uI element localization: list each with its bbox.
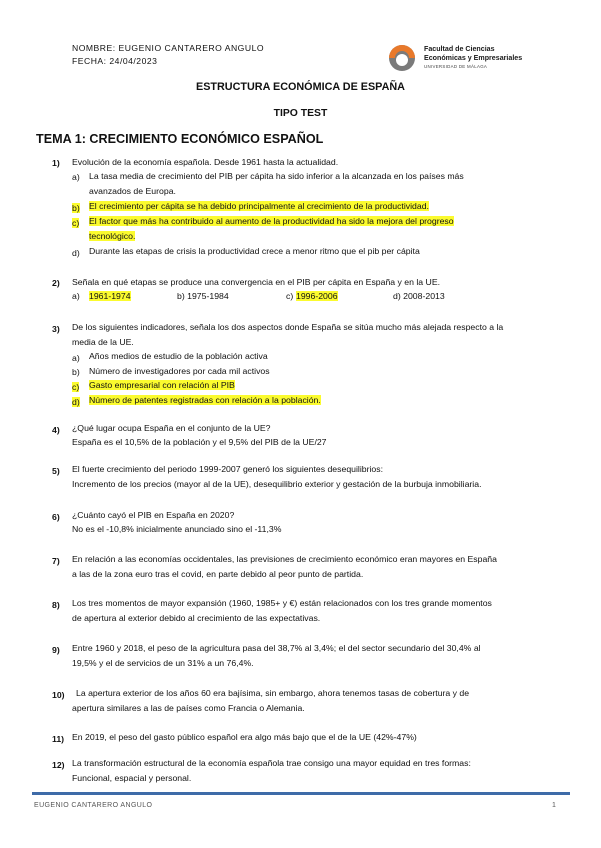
question-number: 6) bbox=[52, 512, 60, 522]
faculty-logo-icon bbox=[383, 43, 421, 73]
option-label: c) bbox=[286, 291, 294, 301]
question-line-1: En relación a las economías occidentales, las previsiones de crecimiento económico eran mayores en España bbox=[72, 554, 497, 564]
question-number: 9) bbox=[52, 645, 60, 655]
option-c-text bbox=[89, 378, 549, 393]
option-c-text bbox=[296, 291, 338, 301]
question-line-2: apertura similares a las de países como Francia o Alemania. bbox=[72, 702, 305, 713]
question-line-2: de apertura al exterior debido al crecimiento de las expectativas. bbox=[72, 612, 321, 623]
logo-university: UNIVERSIDAD DE MÁLAGA bbox=[424, 64, 488, 69]
option-b-text bbox=[89, 199, 549, 214]
question-number: 7) bbox=[52, 556, 60, 566]
faculty-logo bbox=[383, 43, 523, 73]
document-title: ESTRUCTURA ECONÓMICA DE ESPAÑA bbox=[196, 81, 405, 93]
author-name: NOMBRE: EUGENIO CANTARERO ANGULO bbox=[72, 43, 265, 53]
option-label-highlight: b) bbox=[72, 203, 80, 213]
question-line-2: media de la UE. bbox=[72, 336, 134, 347]
question-text: El fuerte crecimiento del periodo 1999-2007 generó los siguientes desequilibrios: bbox=[72, 464, 384, 474]
question-line-1: La apertura exterior de los años 60 era bajísima, sin embargo, ahora tenemos tasas de cobertura y de bbox=[76, 688, 470, 698]
option-label: d) bbox=[72, 248, 80, 258]
question-number: 5) bbox=[52, 466, 60, 476]
question-text bbox=[72, 552, 567, 581]
question-line-2: Funcional, espacial y personal. bbox=[72, 772, 192, 783]
option-a-text bbox=[89, 169, 549, 198]
question-number: 8) bbox=[52, 600, 60, 610]
question-text bbox=[72, 641, 567, 670]
option-a-highlight: 1961-1974 bbox=[89, 291, 131, 301]
option-c-line-1: El factor que más ha contribuido al aumento de la productividad ha sido la mejora del progreso bbox=[89, 216, 454, 226]
option-label bbox=[72, 382, 79, 392]
question-line-1: De los siguientes indicadores, señala los dos aspectos donde España se sitúa mucho más alejada respecto a la bbox=[72, 322, 504, 332]
footer-author: EUGENIO CANTARERO ANGULO bbox=[34, 802, 153, 809]
question-text: ¿Cuánto cayó el PIB en España en 2020? bbox=[72, 510, 235, 520]
question-line-1: La transformación estructural de la economía española trae consigo una mayor equidad en tres formas: bbox=[72, 758, 471, 768]
option-label: a) bbox=[72, 172, 80, 182]
option-c-highlight: Gasto empresarial con relación al PIB bbox=[89, 380, 235, 390]
logo-text bbox=[424, 45, 522, 62]
option-label: a) bbox=[72, 353, 80, 363]
option-c-line-2: tecnológico. bbox=[89, 230, 136, 241]
option-d-highlight: Número de patentes registradas con relación a la población. bbox=[89, 395, 321, 405]
question-text bbox=[72, 756, 567, 785]
question-line-2: a las de la zona euro tras el covid, en parte debido al peor punto de partida. bbox=[72, 568, 364, 579]
option-label-highlight: c) bbox=[72, 218, 80, 228]
option-label bbox=[72, 397, 80, 407]
logo-line-1: Facultad de Ciencias bbox=[424, 45, 495, 53]
question-number: 2) bbox=[52, 278, 60, 288]
question-text: Señala en qué etapas se produce una convergencia en el PIB per cápita en España y en la UE. bbox=[72, 277, 441, 287]
answer-text: Incremento de los precios (mayor al de la UE), desequilibrio exterior y gestación de la burbuja inmobiliaria. bbox=[72, 479, 482, 489]
question-text bbox=[72, 320, 567, 349]
question-line-2: 19,5% y el de servicios de un 31% a un 76,4%. bbox=[72, 657, 254, 668]
option-label-highlight: d) bbox=[72, 397, 80, 407]
date: FECHA: 24/04/2023 bbox=[72, 56, 158, 66]
option-label-highlight: c) bbox=[72, 382, 80, 392]
option-d-text: Durante las etapas de crisis la productividad crece a menor ritmo que el pib per cápita bbox=[89, 246, 420, 256]
question-number: 4) bbox=[52, 425, 60, 435]
option-a-text: Años medios de estudio de la población activa bbox=[89, 351, 268, 361]
option-d-text bbox=[89, 393, 549, 408]
question-line-1: Los tres momentos de mayor expansión (1960, 1985+ y €) están relacionados con los tres grande momentos bbox=[72, 598, 492, 608]
footer-rule bbox=[32, 792, 570, 795]
question-text bbox=[72, 596, 567, 625]
question-line-1: Entre 1960 y 2018, el peso de la agricultura pasa del 38,7% al 3,4%; el del sector secundario del 30,4% al bbox=[72, 643, 481, 653]
option-c-highlight: 1996-2006 bbox=[296, 291, 338, 301]
option-d-text: d) 2008-2013 bbox=[393, 291, 445, 301]
question-text: Evolución de la economía española. Desde 1961 hasta la actualidad. bbox=[72, 157, 339, 167]
option-a-line-1: La tasa media de crecimiento del PIB per cápita ha sido inferior a la alcanzada en los países más bbox=[89, 171, 464, 181]
question-text: ¿Qué lugar ocupa España en el conjunto de la UE? bbox=[72, 423, 271, 433]
option-b-text: b) 1975-1984 bbox=[177, 291, 229, 301]
option-c-text bbox=[89, 214, 549, 243]
document-subtitle: TIPO TEST bbox=[273, 108, 328, 119]
option-a-line-2: avanzados de Europa. bbox=[89, 185, 176, 196]
question-text bbox=[72, 686, 571, 715]
option-a-text bbox=[89, 291, 131, 301]
question-number: 3) bbox=[52, 324, 60, 334]
page-number: 1 bbox=[552, 802, 557, 809]
question-text: En 2019, el peso del gasto público español era algo más bajo que el de la UE (42%-47%) bbox=[72, 732, 417, 742]
answer-text: No es el -10,8% inicialmente anunciado sino el -11,3% bbox=[72, 524, 282, 534]
option-label bbox=[72, 203, 80, 213]
question-number: 11) bbox=[52, 734, 65, 744]
question-number: 12) bbox=[52, 760, 65, 770]
option-b-text: Número de investigadores por cada mil activos bbox=[89, 366, 270, 376]
topic-heading: TEMA 1: CRECIMIENTO ECONÓMICO ESPAÑOL bbox=[36, 132, 324, 146]
answer-text: España es el 10,5% de la población y el 9,5% del PIB de la UE/27 bbox=[72, 437, 327, 447]
option-label: b) bbox=[72, 367, 80, 377]
logo-line-2: Económicas y Empresariales bbox=[424, 53, 523, 62]
question-number: 10) bbox=[52, 690, 65, 700]
option-label bbox=[72, 218, 79, 228]
question-number: 1) bbox=[52, 158, 60, 168]
option-b-highlight: El crecimiento per cápita se ha debido principalmente al crecimiento de la productividad. bbox=[89, 201, 429, 211]
option-label: a) bbox=[72, 291, 80, 301]
